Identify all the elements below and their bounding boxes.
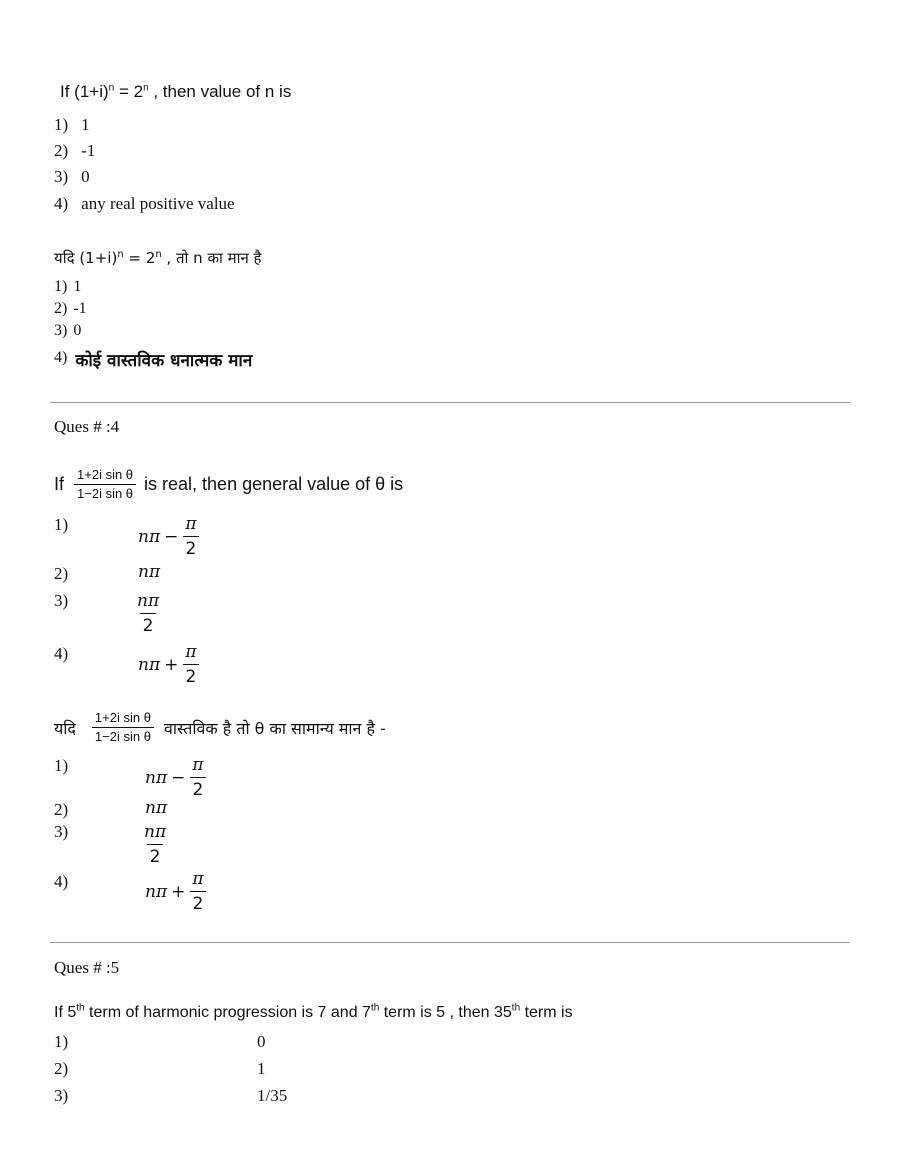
q5-option-1-text: 0 bbox=[257, 1032, 266, 1051]
q5-heading: Ques # :5 bbox=[54, 958, 120, 977]
q4-hi-option-1-math: nπ − $\frac{\pi}{2}$ bbox=[145, 753, 207, 802]
q5-option-3-number: 3) bbox=[54, 1086, 69, 1105]
q4-hi-option-3-number: 3) bbox=[54, 822, 69, 841]
q4-hi-question: यदि $\frac{\text{1+2i sin θ}}{\text{1−2i sin θ}}$ वास्तविक है तो θ का सामान्य मान है - bbox=[54, 710, 386, 744]
q4-hi-option-2-math: nπ bbox=[145, 798, 168, 818]
q4-hi-option-4-number: 4) bbox=[54, 872, 69, 891]
q4-en-fraction: $\frac{\text{1+2i sin θ}}{\text{1−2i sin θ}}$ bbox=[74, 466, 136, 503]
q4-en-option-3-math: $\frac{n\pi}{2}$ bbox=[137, 591, 160, 636]
q4-hi-option-4-math: nπ + $\frac{\pi}{2}$ bbox=[145, 867, 207, 916]
q4-en-option-4-number: 4) bbox=[54, 644, 69, 663]
q4-en-option-1-math: nπ − $\frac{\pi}{2}$ bbox=[138, 512, 200, 561]
divider bbox=[50, 942, 850, 943]
divider bbox=[50, 402, 850, 403]
q4-heading: Ques # :4 bbox=[54, 417, 120, 436]
q5-question: If 5th term of harmonic progression is 7 and 7th term is 5 , then 35th term is bbox=[54, 1002, 573, 1021]
q4-en-option-4-math: nπ + $\frac{\pi}{2}$ bbox=[138, 640, 200, 689]
q5-option-3-text: 1/35 bbox=[257, 1086, 288, 1105]
q4-hi-option-2-number: 2) bbox=[54, 800, 69, 819]
q3-en-option-4: 4) any real positive value bbox=[54, 194, 235, 213]
q3-hi-question: यदि $(1+i)^n = 2^n$ , तो n का मान है bbox=[54, 249, 262, 267]
q3-hi-option-3: 3) 0 bbox=[54, 322, 82, 339]
q3-en-question: If $(1+i)^n = 2^n$ , then value of n is bbox=[60, 82, 292, 101]
q3-en-option-2: 2) -1 bbox=[54, 141, 96, 160]
q4-en-option-2-math: nπ bbox=[138, 562, 161, 582]
q4-hi-fraction: $\frac{\text{1+2i sin θ}}{\text{1−2i sin θ}}$ bbox=[92, 709, 154, 746]
q5-option-2-number: 2) bbox=[54, 1059, 69, 1078]
q3-hi-option-4: 4) कोई वास्तविक धनात्मक मान bbox=[54, 349, 253, 371]
q4-hi-option-1-number: 1) bbox=[54, 756, 69, 775]
q4-en-question: If $\frac{\text{1+2i sin θ}}{\text{1−2i sin θ}}$ is real, then general value of θ is bbox=[54, 467, 404, 501]
q4-en-option-2-number: 2) bbox=[54, 564, 69, 583]
q5-option-2-text: 1 bbox=[257, 1059, 266, 1078]
q4-en-option-1-number: 1) bbox=[54, 515, 69, 534]
q3-hi-option-1: 1) 1 bbox=[54, 278, 82, 295]
q3-en-option-1: 1) 1 bbox=[54, 115, 90, 134]
q3-en-option-3: 3) 0 bbox=[54, 167, 90, 186]
q4-hi-option-3-math: $\frac{n\pi}{2}$ bbox=[144, 822, 167, 867]
q5-option-1-number: 1) bbox=[54, 1032, 69, 1051]
q3-hi-option-2: 2) -1 bbox=[54, 300, 87, 317]
q4-en-option-3-number: 3) bbox=[54, 591, 69, 610]
